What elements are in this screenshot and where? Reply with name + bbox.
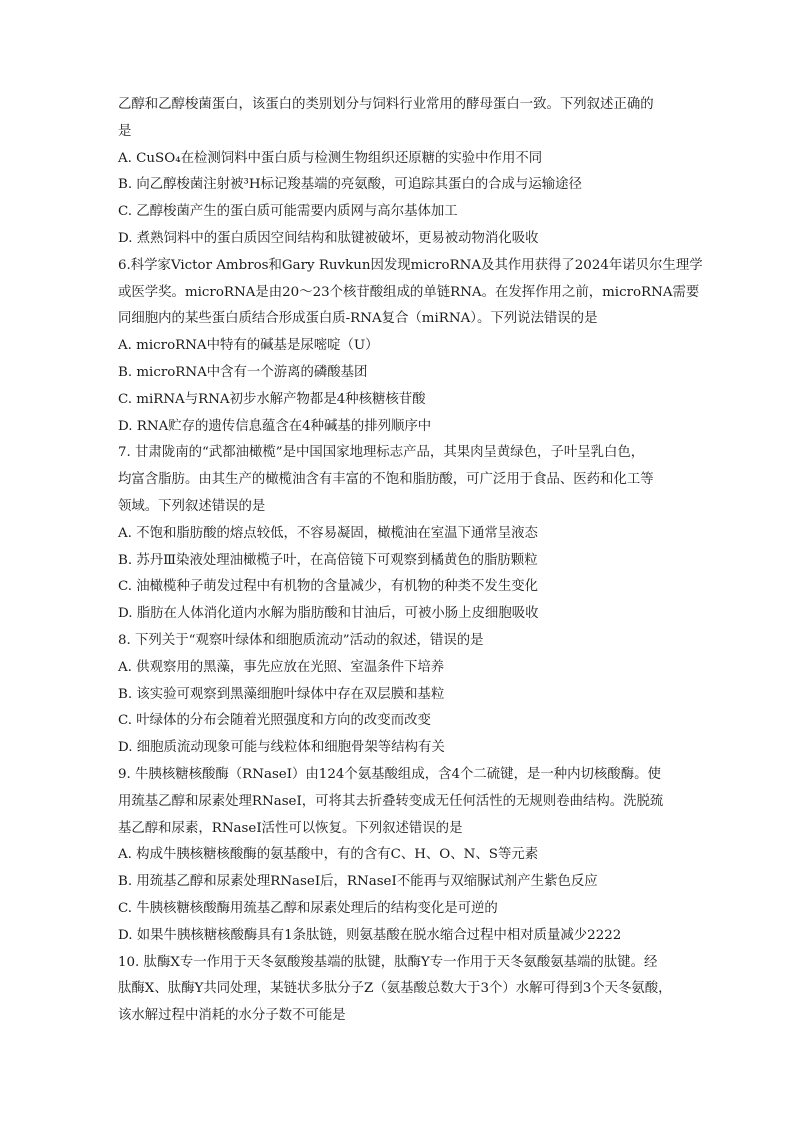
text-line: A. 供观察用的黑藻，事先应放在光照、室温条件下培养 <box>118 659 445 675</box>
text-line: C. 牛胰核糖核酸酶用巯基乙醇和尿素处理后的结构变化是可逆的 <box>118 900 498 916</box>
text-line: 乙醇和乙醇梭菌蛋白，该蛋白的类别划分与饲料行业常用的酵母蛋白一致。下列叙述正确的 <box>118 97 654 112</box>
text-line: B. 苏丹Ⅲ染液处理油橄榄子叶，在高倍镜下可观察到橘黄色的脂肪颗粒 <box>118 552 538 568</box>
text-line: 10. 肽酶X专一作用于天冬氨酸羧基端的肽键，肽酶Y专一作用于天冬氨酸氨基端的肽键。经 <box>118 954 658 970</box>
text-line: 基乙醇和尿素，RNaseI活性可以恢复。下列叙述错误的是 <box>118 820 463 836</box>
text-line: 7. 甘肃陇南的“武都油橄榄”是中国国家地理标志产品，其果肉呈黄绿色，子叶呈乳白色， <box>118 445 645 461</box>
text-line: 是 <box>118 123 132 139</box>
text-line: A. microRNA中特有的碱基是尿嘧啶（U） <box>118 338 379 354</box>
document-body <box>118 92 703 1030</box>
text-line: 领域。下列叙述错误的是 <box>118 498 266 514</box>
text-line: C. 叶绿体的分布会随着光照强度和方向的改变而改变 <box>118 713 431 729</box>
text-line: 肽酶X、肽酶Y共同处理，某链状多肽分子Z（氨基酸总数大于3个）水解可得到3个天冬氨酸， <box>118 981 672 997</box>
text-line: D. 如果牛胰核糖核酸酶具有1条肽链，则氨基酸在脱水缩合过程中相对质量减少2222 <box>118 927 622 943</box>
text-line: C. 油橄榄种子萌发过程中有机物的含量减少，有机物的种类不发生变化 <box>118 579 538 595</box>
text-line: 该水解过程中消耗的水分子数不可能是 <box>118 1008 346 1024</box>
text-line: A. 不饱和脂肪酸的熔点较低，不容易凝固，橄榄油在室温下通常呈液态 <box>118 525 538 541</box>
text-line: B. microRNA中含有一个游离的磷酸基团 <box>118 364 368 380</box>
text-line: D. RNA贮存的遗传信息蕴含在4种碱基的排列顺序中 <box>118 418 432 434</box>
text-line: 或医学奖。microRNA是由20～23个核苷酸组成的单链RNA。在发挥作用之前，microRNA需要 <box>118 284 700 300</box>
text-line: B. 向乙醇梭菌注射被³H标记羧基端的亮氨酸，可追踪其蛋白的合成与运输途径 <box>118 177 582 193</box>
text-line: C. miRNA与RNA初步水解产物都是4种核糖核苷酸 <box>118 391 426 407</box>
text-line: 用巯基乙醇和尿素处理RNaseI，可将其去折叠转变成无任何活性的无规则卷曲结构。洗脱巯 <box>118 793 664 809</box>
text-line: A. 构成牛胰核糖核酸酶的氨基酸中，有的含有C、H、O、N、S等元素 <box>118 847 539 863</box>
text-line: B. 用巯基乙醇和尿素处理RNaseI后，RNaseI不能再与双缩脲试剂产生紫色反应 <box>118 874 598 890</box>
text-line: D. 煮熟饲料中的蛋白质因空间结构和肽键被破坏，更易被动物消化吸收 <box>118 230 539 246</box>
text-line: 均富含脂肪。由其生产的橄榄油含有丰富的不饱和脂肪酸，可广泛用于食品、医药和化工等 <box>118 472 654 488</box>
text-line: 同细胞内的某些蛋白质结合形成蛋白质-RNA复合（miRNA）。下列说法错误的是 <box>118 311 598 327</box>
text-line: 8. 下列关于“观察叶绿体和细胞质流动”活动的叙述，错误的是 <box>118 632 484 648</box>
text-line: B. 该实验可观察到黑藻细胞叶绿体中存在双层膜和基粒 <box>118 686 445 702</box>
text-line: A. CuSO₄在检测饲料中蛋白质与检测生物组织还原糖的实验中作用不同 <box>118 150 543 166</box>
text-line: C. 乙醇梭菌产生的蛋白质可能需要内质网与高尔基体加工 <box>118 204 458 220</box>
text-line: D. 脂肪在人体消化道内水解为脂肪酸和甘油后，可被小肠上皮细胞吸收 <box>118 606 539 622</box>
text-line: 6.科学家Victor Ambros和Gary Ruvkun因发现microRNA及其作用获得了2024年诺贝尔生理学 <box>118 257 703 273</box>
text-line: 9. 牛胰核糖核酸酶（RNaseI）由124个氨基酸组成，含4个二硫键，是一种内切核酸酶。使 <box>118 766 661 782</box>
text-line: D. 细胞质流动现象可能与线粒体和细胞骨架等结构有关 <box>118 740 445 756</box>
